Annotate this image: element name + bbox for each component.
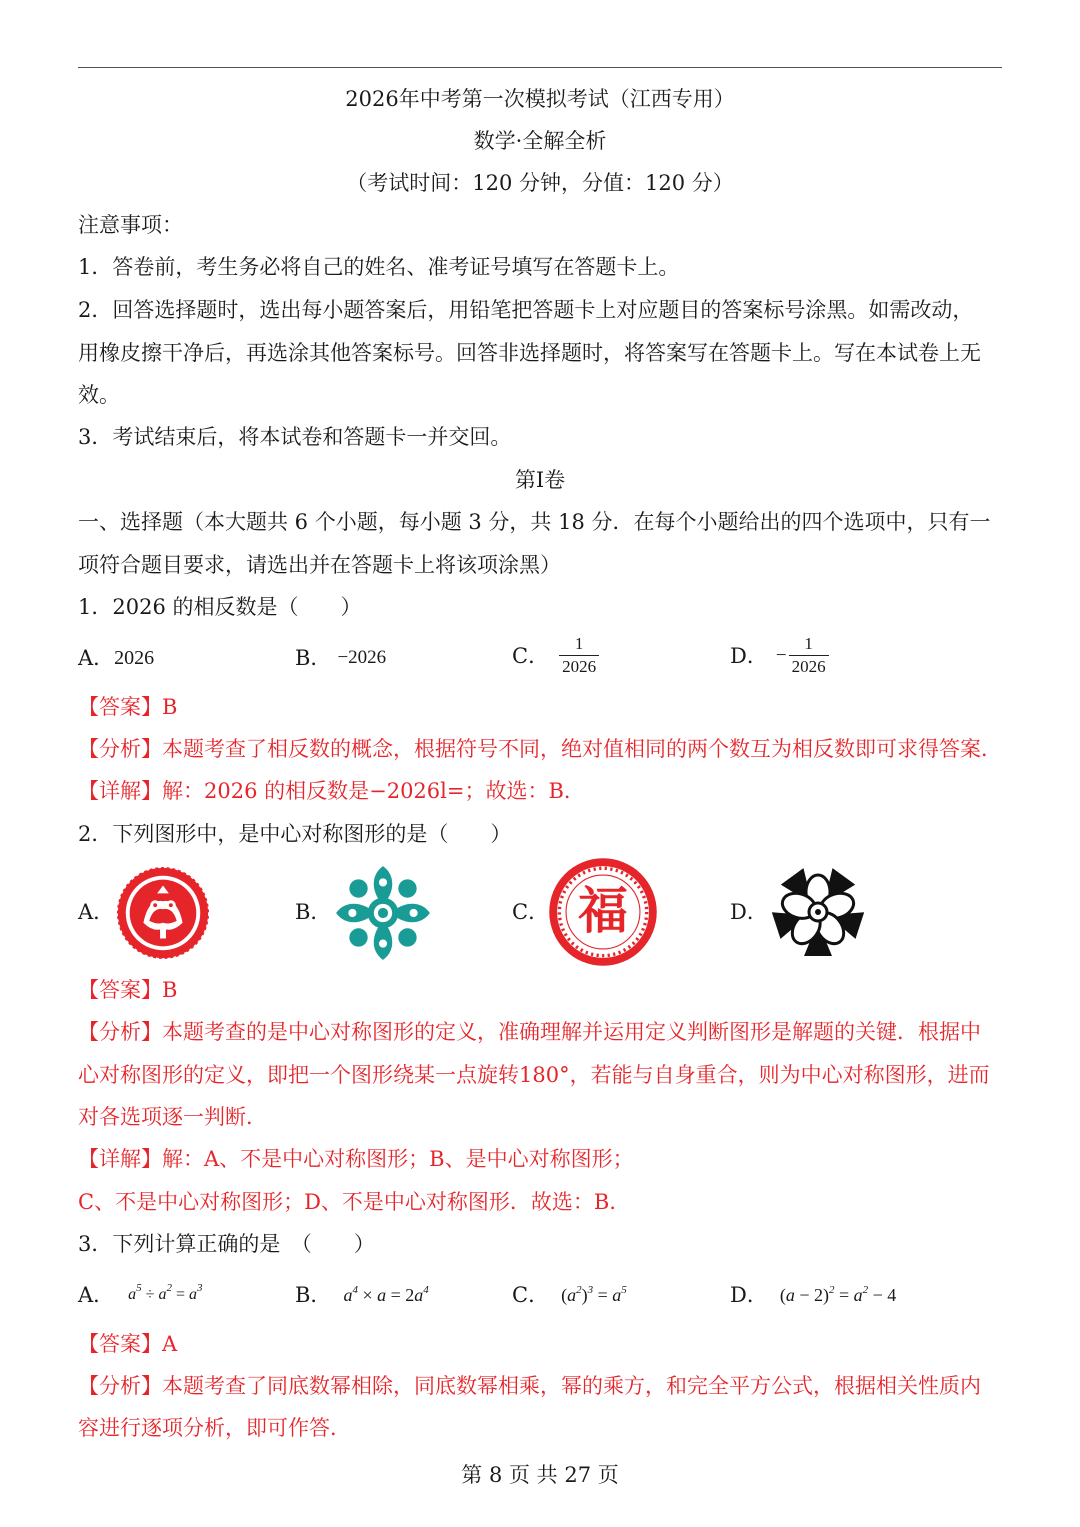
q2-analysis-line-2: 心对称图形的定义，即把一个图形绕某一点旋转180°，若能与自身重合，则为中心对称图形，进而 bbox=[78, 1063, 990, 1087]
math-exp: 2 bbox=[166, 1282, 172, 1294]
math-op: − 4 bbox=[868, 1285, 897, 1305]
q1-option-d-numerator: 1 bbox=[804, 634, 813, 653]
q2-answer: 【答案】B bbox=[78, 978, 178, 1002]
math-exp: 2 bbox=[576, 1284, 582, 1296]
q3-analysis-line-1: 【分析】本题考查了同底数幂相除，同底数幂相乘，幂的乘方，和完全平方公式，根据相关性质内 bbox=[78, 1374, 981, 1398]
note-2-line-2: 用橡皮擦干净后，再选涂其他答案标号。回答非选择题时，将答案写在答题卡上。写在本试卷上无 bbox=[78, 341, 981, 365]
q1-option-c-fraction bbox=[559, 634, 599, 677]
math-paren: ) bbox=[581, 1285, 588, 1305]
q1-option-c bbox=[512, 634, 599, 677]
math-exp: 3 bbox=[196, 1282, 203, 1294]
q1-option-d-label: D． bbox=[730, 643, 768, 668]
q1-option-a-value: 2026 bbox=[114, 647, 155, 669]
math-base: a bbox=[128, 1286, 137, 1303]
q1-option-b-value: −2026 bbox=[337, 647, 387, 668]
q1-option-b bbox=[295, 643, 386, 673]
math-op: = bbox=[171, 1286, 189, 1303]
q1-option-d-fraction bbox=[789, 634, 829, 677]
q3-option-b-label: B． bbox=[295, 1283, 332, 1307]
page-footer: 第 8 页 共 27 页 bbox=[461, 1463, 619, 1487]
math-base: a bbox=[343, 1285, 353, 1305]
math-op: × bbox=[357, 1285, 378, 1305]
q1-option-a-label: A． bbox=[78, 646, 115, 670]
exam-title: 2026年中考第一次模拟考试（江西专用） bbox=[345, 87, 735, 111]
q2-detail-line-1: 【详解】解：A、不是中心对称图形；B、是中心对称图形； bbox=[78, 1147, 634, 1171]
q2-analysis-line-1: 【分析】本题考查的是中心对称图形的定义，准确理解并运用定义判断图形是解题的关键．根据中 bbox=[78, 1020, 981, 1044]
math-base: a bbox=[785, 1285, 795, 1305]
q3-option-d-expr bbox=[780, 1280, 896, 1310]
q3-option-d-label: D． bbox=[730, 1283, 768, 1307]
math-base: a bbox=[414, 1285, 424, 1305]
q1-option-d bbox=[730, 634, 829, 677]
q3-option-c-expr bbox=[561, 1280, 627, 1310]
paper-cut-rooster-icon bbox=[114, 864, 212, 962]
q1-option-d-denominator: 2026 bbox=[791, 657, 826, 676]
math-exp: 5 bbox=[621, 1284, 627, 1296]
math-base: a bbox=[612, 1285, 622, 1305]
exam-time-info: （考试时间：120 分钟，分值：120 分） bbox=[346, 171, 734, 195]
q1-stem: 1．2026 的相反数是（ ） bbox=[78, 595, 362, 619]
black-flower-crest-icon bbox=[768, 862, 868, 962]
q3-option-a bbox=[78, 1280, 202, 1310]
exam-subtitle: 数学·全解全析 bbox=[473, 129, 607, 153]
q3-option-a-expr bbox=[128, 1280, 202, 1310]
q2-detail-line-2: C、不是中心对称图形；D、不是中心对称图形．故选：B． bbox=[78, 1190, 631, 1214]
math-base: a bbox=[188, 1286, 197, 1303]
notes-heading: 注意事项： bbox=[78, 213, 183, 237]
q3-option-b-expr bbox=[343, 1280, 428, 1310]
math-base: a bbox=[158, 1286, 167, 1303]
note-3: 3．考试结束后，将本试卷和答题卡一并交回。 bbox=[78, 425, 512, 449]
math-base: a bbox=[853, 1285, 863, 1305]
q2-analysis-line-3: 对各选项逐一判断． bbox=[78, 1105, 267, 1129]
note-1: 1．答卷前，考生务必将自己的姓名、准考证号填写在答题卡上。 bbox=[78, 255, 680, 279]
fraction-bar bbox=[789, 655, 829, 656]
math-base: a bbox=[377, 1285, 387, 1305]
q1-option-d-sign: − bbox=[775, 644, 787, 666]
q1-option-a bbox=[78, 643, 154, 673]
math-exp: 4 bbox=[423, 1284, 429, 1296]
math-paren: ( bbox=[561, 1285, 568, 1305]
q2-option-b-label: B． bbox=[295, 900, 332, 924]
math-exp: 3 bbox=[587, 1284, 594, 1296]
q1-option-c-label: C． bbox=[512, 643, 550, 668]
section-1-line-2: 项符合题目要求，请选出并在答题卡上将该项涂黑） bbox=[78, 553, 561, 577]
q2-option-d-label: D． bbox=[730, 900, 768, 924]
math-op: − 2) bbox=[794, 1285, 829, 1305]
q3-option-a-label: A． bbox=[78, 1283, 115, 1307]
q3-option-d bbox=[730, 1280, 896, 1310]
q1-answer: 【答案】B bbox=[78, 695, 178, 719]
q3-answer: 【答案】A bbox=[78, 1332, 178, 1356]
q3-option-c-label: C． bbox=[512, 1283, 550, 1307]
fraction-bar bbox=[559, 655, 599, 656]
q3-analysis-line-2: 容进行逐项分析，即可作答． bbox=[78, 1416, 351, 1440]
top-rule bbox=[78, 67, 1002, 68]
q1-analysis: 【分析】本题考查了相反数的概念，根据符号不同，绝对值相同的两个数互为相反数即可求得答案． bbox=[78, 737, 1002, 761]
q2-option-a-label: A． bbox=[78, 900, 115, 924]
math-exp: 2 bbox=[862, 1284, 869, 1296]
math-exp: 4 bbox=[352, 1284, 358, 1296]
math-exp: 5 bbox=[136, 1282, 142, 1294]
q3-stem: 3．下列计算正确的是 （ ） bbox=[78, 1232, 375, 1256]
q3-option-c bbox=[512, 1280, 627, 1310]
q3-option-b bbox=[295, 1280, 429, 1310]
math-op: = bbox=[834, 1285, 854, 1305]
q1-option-c-denominator: 2026 bbox=[562, 657, 597, 676]
q1-option-c-numerator: 1 bbox=[574, 634, 584, 653]
math-op: = bbox=[593, 1285, 613, 1305]
fu-character-text: 福 bbox=[578, 881, 628, 940]
note-2-line-1: 2．回答选择题时，选出每小题答案后，用铅笔把答题卡上对应题目的答案标号涂黑。如需改动， bbox=[78, 298, 974, 322]
q2-stem: 2．下列图形中，是中心对称图形的是（ ） bbox=[78, 822, 512, 846]
math-op: ÷ bbox=[141, 1286, 159, 1303]
math-base: a bbox=[567, 1285, 577, 1305]
math-op: = 2 bbox=[386, 1285, 415, 1305]
volume-title: 第I卷 bbox=[514, 468, 566, 492]
note-2-line-3: 效。 bbox=[78, 383, 120, 407]
teal-flower-icon bbox=[331, 862, 435, 964]
q1-detail: 【详解】解：2026 的相反数是−2026l=；故选：B． bbox=[78, 779, 585, 803]
q1-option-b-label: B． bbox=[295, 646, 332, 670]
q2-option-c-label: C． bbox=[512, 900, 550, 924]
math-exp: 2 bbox=[829, 1284, 835, 1296]
math-paren: ( bbox=[779, 1285, 786, 1305]
section-1-line-1: 一、选择题（本大题共 6 个小题，每小题 3 分，共 18 分．在每个小题给出的四个选项中，只有一 bbox=[78, 510, 991, 534]
